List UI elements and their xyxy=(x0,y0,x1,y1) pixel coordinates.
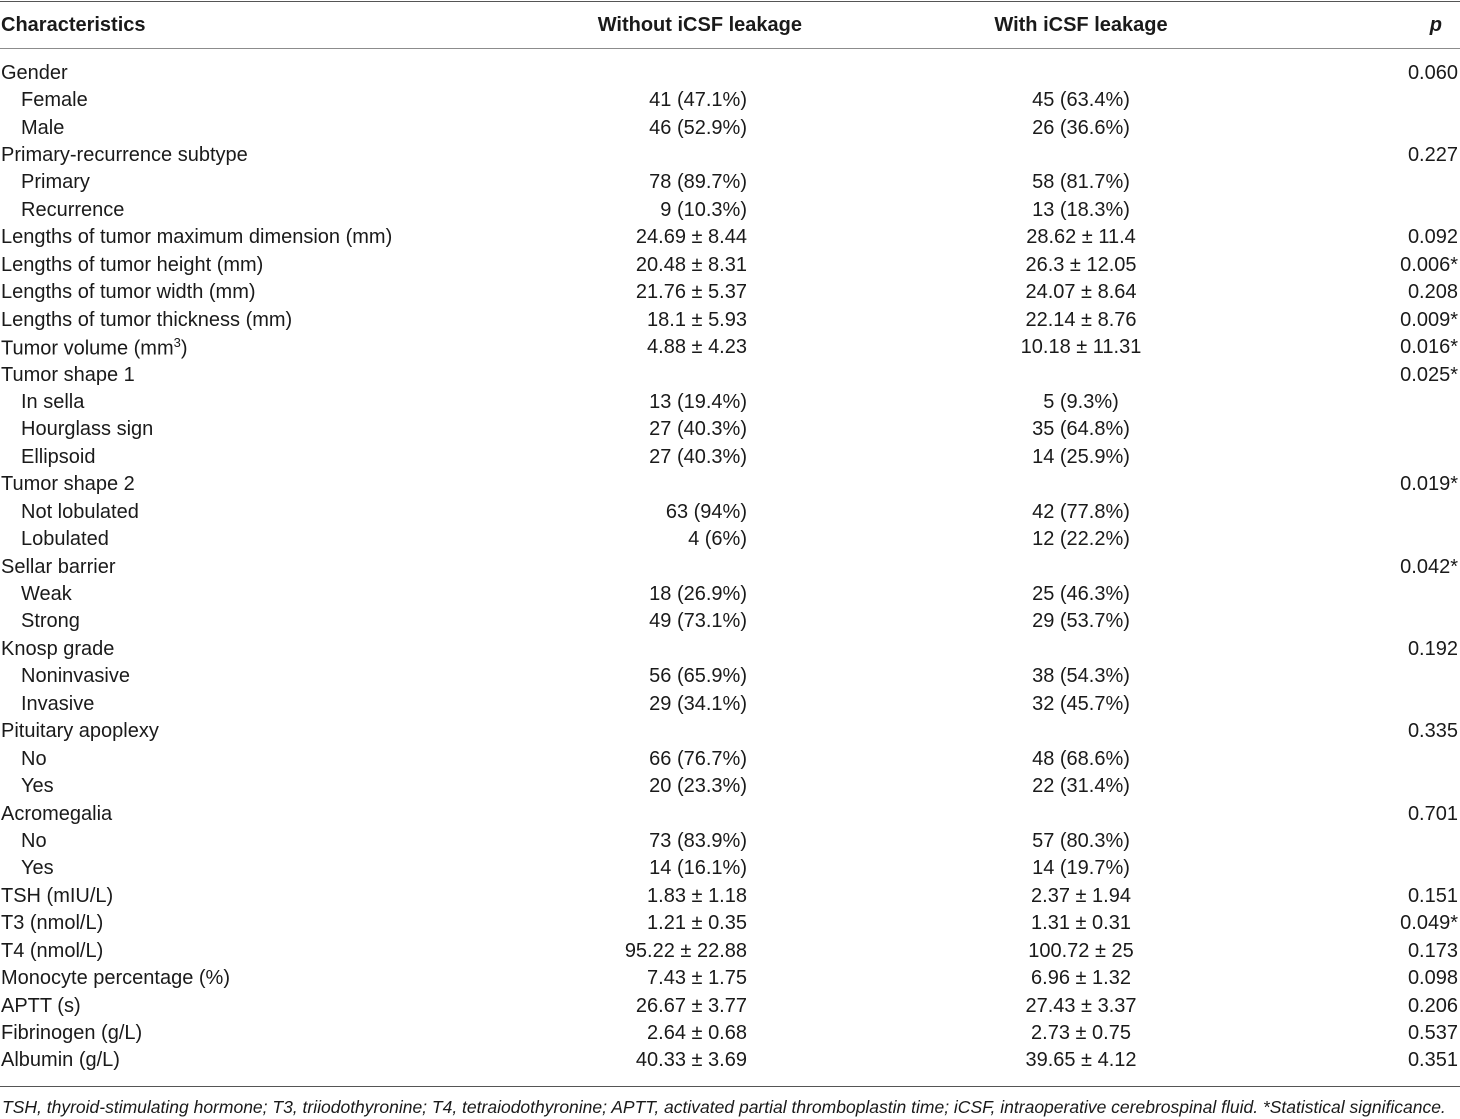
table-row xyxy=(0,1047,1460,1074)
with-leakage-cell: 57 (80.3%) xyxy=(1032,829,1130,852)
p-value-cell xyxy=(1360,169,1460,196)
label-text: Weak xyxy=(21,583,72,606)
without-leakage-cell: 1.83 ± 1.18 xyxy=(647,884,747,907)
p-value-cell xyxy=(1360,690,1460,717)
p-value-cell: 0.173 xyxy=(1407,939,1458,962)
with-leakage-cell: 10.18 ± 11.31 xyxy=(1020,336,1142,359)
p-value-cell: 0.192 xyxy=(1407,637,1458,660)
label-text: No xyxy=(21,829,47,852)
table-row xyxy=(0,1019,1460,1046)
label-text: Pituitary apoplexy xyxy=(1,720,159,743)
table-row xyxy=(0,718,1460,745)
subcategory-label xyxy=(0,690,560,717)
label-text: Tumor shape 1 xyxy=(1,363,135,386)
p-value-cell xyxy=(1360,745,1460,772)
label-text: Lobulated xyxy=(21,528,109,551)
label-text: Albumin (g/L) xyxy=(1,1049,120,1072)
with-leakage-cell: 2.37 ± 1.94 xyxy=(1031,884,1131,907)
table-row xyxy=(0,279,1460,306)
characteristic-label xyxy=(0,635,560,662)
label-text: Recurrence xyxy=(21,198,125,221)
table-row xyxy=(0,855,1460,882)
p-value-cell xyxy=(1360,525,1460,552)
label-text: Fibrinogen (g/L) xyxy=(1,1022,143,1045)
p-value-cell: 0.025* xyxy=(1400,363,1458,386)
table-row xyxy=(0,882,1460,909)
with-leakage-cell xyxy=(840,718,1360,745)
subcategory-label xyxy=(0,498,560,525)
p-value-cell: 0.208 xyxy=(1407,281,1458,304)
table-row xyxy=(0,388,1460,415)
characteristic-label xyxy=(0,800,560,827)
characteristic-label xyxy=(0,251,560,278)
with-leakage-cell: 26.3 ± 12.05 xyxy=(1025,253,1137,276)
without-leakage-cell: 49 (73.1%) xyxy=(649,610,747,633)
characteristics-table xyxy=(0,2,1460,1074)
with-leakage-cell xyxy=(840,141,1360,168)
p-value-cell: 0.335 xyxy=(1407,720,1458,743)
table-row xyxy=(0,772,1460,799)
p-value-cell: 0.006* xyxy=(1400,253,1458,276)
label-text: Primary-recurrence subtype xyxy=(1,144,248,167)
without-leakage-cell xyxy=(560,141,840,168)
with-leakage-cell: 13 (18.3%) xyxy=(1032,198,1130,221)
without-leakage-cell: 63 (94%) xyxy=(665,500,747,523)
with-leakage-cell xyxy=(840,471,1360,498)
label-text: In sella xyxy=(21,390,85,413)
without-leakage-cell xyxy=(560,471,840,498)
p-value-cell xyxy=(1360,416,1460,443)
with-leakage-cell xyxy=(840,553,1360,580)
characteristic-label xyxy=(0,141,560,168)
p-value-cell xyxy=(1360,86,1460,113)
label-text: Acromegalia xyxy=(1,802,113,825)
p-value-cell: 0.227 xyxy=(1407,144,1458,167)
table-header-row xyxy=(0,2,1460,48)
characteristic-label xyxy=(0,306,560,333)
subcategory-label xyxy=(0,827,560,854)
header-spacer xyxy=(0,48,1460,59)
p-value-cell: 0.060 xyxy=(1407,61,1458,84)
label-text: Lengths of tumor maximum dimension (mm) xyxy=(1,226,393,249)
with-leakage-cell: 28.62 ± 11.4 xyxy=(1026,226,1136,249)
p-value-cell: 0.701 xyxy=(1407,802,1458,825)
p-value-cell xyxy=(1360,772,1460,799)
label-text: Sellar barrier xyxy=(1,555,116,578)
label-text: Tumor volume (mm xyxy=(1,337,174,360)
characteristic-label xyxy=(0,718,560,745)
subcategory-label xyxy=(0,580,560,607)
p-value-cell: 0.092 xyxy=(1407,226,1458,249)
table-row xyxy=(0,141,1460,168)
bottom-rule xyxy=(0,1086,1460,1087)
with-leakage-cell: 2.73 ± 0.75 xyxy=(1031,1022,1131,1045)
table-body xyxy=(0,48,1460,1074)
without-leakage-cell xyxy=(560,361,840,388)
label-superscript: 3 xyxy=(173,334,181,350)
characteristic-label xyxy=(0,937,560,964)
header-characteristics: Characteristics xyxy=(1,14,146,36)
p-value-cell: 0.009* xyxy=(1400,308,1458,331)
without-leakage-cell xyxy=(560,635,840,662)
without-leakage-cell: 9 (10.3%) xyxy=(660,198,747,221)
without-leakage-cell: 27 (40.3%) xyxy=(649,418,747,441)
without-leakage-cell xyxy=(560,800,840,827)
table-row xyxy=(0,498,1460,525)
table-row xyxy=(0,992,1460,1019)
p-value-cell xyxy=(1360,443,1460,470)
without-leakage-cell xyxy=(560,59,840,86)
without-leakage-cell: 46 (52.9%) xyxy=(649,116,747,139)
table-row xyxy=(0,361,1460,388)
with-leakage-cell: 14 (19.7%) xyxy=(1032,857,1130,880)
table-row xyxy=(0,59,1460,86)
table-row xyxy=(0,937,1460,964)
without-leakage-cell xyxy=(560,718,840,745)
p-value-cell xyxy=(1360,498,1460,525)
characteristic-label xyxy=(0,882,560,909)
table-row xyxy=(0,114,1460,141)
p-value-cell xyxy=(1360,855,1460,882)
label-text: No xyxy=(21,747,47,770)
characteristic-label xyxy=(0,910,560,937)
label-text: Tumor shape 2 xyxy=(1,473,135,496)
label-text: Yes xyxy=(21,775,54,798)
with-leakage-cell: 48 (68.6%) xyxy=(1032,747,1130,770)
without-leakage-cell: 13 (19.4%) xyxy=(649,390,747,413)
without-leakage-cell: 27 (40.3%) xyxy=(649,445,747,468)
without-leakage-cell: 73 (83.9%) xyxy=(649,829,747,852)
table-row xyxy=(0,608,1460,635)
p-value-cell: 0.042* xyxy=(1400,555,1458,578)
with-leakage-cell: 14 (25.9%) xyxy=(1032,445,1130,468)
subcategory-label xyxy=(0,855,560,882)
characteristic-label xyxy=(0,1019,560,1046)
p-value-cell xyxy=(1360,608,1460,635)
characteristic-label xyxy=(0,333,560,360)
label-text: Male xyxy=(21,116,65,139)
with-leakage-cell xyxy=(840,59,1360,86)
p-value-cell: 0.049* xyxy=(1400,912,1458,935)
p-value-cell: 0.098 xyxy=(1407,967,1458,990)
with-leakage-cell: 24.07 ± 8.64 xyxy=(1025,281,1137,304)
with-leakage-cell: 35 (64.8%) xyxy=(1032,418,1130,441)
with-leakage-cell xyxy=(840,800,1360,827)
p-value-cell xyxy=(1360,663,1460,690)
label-text: Gender xyxy=(1,61,68,84)
p-value-cell: 0.151 xyxy=(1407,884,1458,907)
with-leakage-cell: 45 (63.4%) xyxy=(1032,89,1130,112)
table-row xyxy=(0,800,1460,827)
characteristic-label xyxy=(0,992,560,1019)
with-leakage-cell: 100.72 ± 25 xyxy=(1028,939,1134,962)
subcategory-label xyxy=(0,443,560,470)
without-leakage-cell: 7.43 ± 1.75 xyxy=(647,967,747,990)
characteristic-label xyxy=(0,59,560,86)
table-row xyxy=(0,690,1460,717)
subcategory-label xyxy=(0,416,560,443)
subcategory-label xyxy=(0,663,560,690)
label-text: Primary xyxy=(21,171,90,194)
with-leakage-cell: 5 (9.3%) xyxy=(1043,390,1119,413)
without-leakage-cell: 41 (47.1%) xyxy=(649,89,747,112)
with-leakage-cell: 26 (36.6%) xyxy=(1032,116,1130,139)
table-row xyxy=(0,964,1460,991)
characteristic-label xyxy=(0,279,560,306)
with-leakage-cell: 22 (31.4%) xyxy=(1032,775,1130,798)
without-leakage-cell: 56 (65.9%) xyxy=(649,665,747,688)
subcategory-label xyxy=(0,114,560,141)
table-row xyxy=(0,333,1460,360)
with-leakage-cell: 22.14 ± 8.76 xyxy=(1025,308,1137,331)
with-leakage-cell: 58 (81.7%) xyxy=(1032,171,1130,194)
table-row xyxy=(0,224,1460,251)
p-value-cell xyxy=(1360,388,1460,415)
label-text: Lengths of tumor height (mm) xyxy=(1,253,264,276)
with-leakage-cell: 12 (22.2%) xyxy=(1032,528,1130,551)
label-text: Lengths of tumor width (mm) xyxy=(1,281,256,304)
table-row xyxy=(0,443,1460,470)
table-row xyxy=(0,251,1460,278)
without-leakage-cell: 20.48 ± 8.31 xyxy=(635,253,747,276)
characteristic-label xyxy=(0,964,560,991)
table-row xyxy=(0,745,1460,772)
characteristic-label xyxy=(0,224,560,251)
without-leakage-cell xyxy=(560,553,840,580)
without-leakage-cell: 21.76 ± 5.37 xyxy=(635,281,747,304)
label-text: Hourglass sign xyxy=(21,418,154,441)
table-row xyxy=(0,525,1460,552)
table-row xyxy=(0,663,1460,690)
label-text: Yes xyxy=(21,857,54,880)
without-leakage-cell: 29 (34.1%) xyxy=(649,692,747,715)
with-leakage-cell: 38 (54.3%) xyxy=(1032,665,1130,688)
subcategory-label xyxy=(0,388,560,415)
label-text: TSH (mIU/L) xyxy=(1,884,114,907)
without-leakage-cell: 1.21 ± 0.35 xyxy=(647,912,747,935)
label-text: Ellipsoid xyxy=(21,445,96,468)
p-value-cell: 0.206 xyxy=(1407,994,1458,1017)
without-leakage-cell: 78 (89.7%) xyxy=(649,171,747,194)
table-row xyxy=(0,553,1460,580)
without-leakage-cell: 4.88 ± 4.23 xyxy=(647,336,747,359)
table-row xyxy=(0,910,1460,937)
without-leakage-cell: 40.33 ± 3.69 xyxy=(635,1049,747,1072)
table-row xyxy=(0,635,1460,662)
p-value-cell: 0.019* xyxy=(1400,473,1458,496)
p-value-cell xyxy=(1360,580,1460,607)
with-leakage-cell xyxy=(840,361,1360,388)
without-leakage-cell: 24.69 ± 8.44 xyxy=(635,226,747,249)
with-leakage-cell xyxy=(840,635,1360,662)
label-text: Female xyxy=(21,89,88,112)
without-leakage-cell: 95.22 ± 22.88 xyxy=(624,939,747,962)
subcategory-label xyxy=(0,608,560,635)
subcategory-label xyxy=(0,169,560,196)
table-row xyxy=(0,196,1460,223)
without-leakage-cell: 14 (16.1%) xyxy=(649,857,747,880)
p-value-cell xyxy=(1360,827,1460,854)
characteristic-label xyxy=(0,471,560,498)
label-text: Invasive xyxy=(21,692,95,715)
with-leakage-cell: 6.96 ± 1.32 xyxy=(1031,967,1131,990)
characteristic-label xyxy=(0,361,560,388)
label-text: Not lobulated xyxy=(21,500,139,523)
label-text: Knosp grade xyxy=(1,637,115,660)
without-leakage-cell: 18.1 ± 5.93 xyxy=(647,308,747,331)
header-p-value: p xyxy=(1429,14,1442,36)
table-row xyxy=(0,471,1460,498)
subcategory-label xyxy=(0,772,560,799)
without-leakage-cell: 20 (23.3%) xyxy=(649,775,747,798)
with-leakage-cell: 27.43 ± 3.37 xyxy=(1025,994,1137,1017)
with-leakage-cell: 39.65 ± 4.12 xyxy=(1025,1049,1137,1072)
without-leakage-cell: 2.64 ± 0.68 xyxy=(647,1022,747,1045)
subcategory-label xyxy=(0,196,560,223)
subcategory-label xyxy=(0,86,560,113)
with-leakage-cell: 1.31 ± 0.31 xyxy=(1031,912,1131,935)
label-text: Monocyte percentage (%) xyxy=(1,967,231,990)
p-value-cell: 0.016* xyxy=(1400,336,1458,359)
with-leakage-cell: 42 (77.8%) xyxy=(1032,500,1130,523)
characteristic-label xyxy=(0,553,560,580)
p-value-cell xyxy=(1360,114,1460,141)
table-row xyxy=(0,169,1460,196)
table-row xyxy=(0,416,1460,443)
label-text: T3 (nmol/L) xyxy=(1,912,104,935)
p-value-cell: 0.351 xyxy=(1407,1049,1458,1072)
with-leakage-cell: 25 (46.3%) xyxy=(1032,583,1130,606)
label-text: APTT (s) xyxy=(1,994,81,1017)
without-leakage-cell: 18 (26.9%) xyxy=(649,583,747,606)
table-row xyxy=(0,306,1460,333)
label-text: Noninvasive xyxy=(21,665,130,688)
label-text: Lengths of tumor thickness (mm) xyxy=(1,308,293,331)
characteristic-label xyxy=(0,1047,560,1074)
without-leakage-cell: 66 (76.7%) xyxy=(649,747,747,770)
header-without-leakage: Without iCSF leakage xyxy=(597,14,802,36)
p-value-cell: 0.537 xyxy=(1407,1022,1458,1045)
table-row xyxy=(0,580,1460,607)
with-leakage-cell: 29 (53.7%) xyxy=(1032,610,1130,633)
without-leakage-cell: 4 (6%) xyxy=(688,528,747,551)
label-text-end: ) xyxy=(180,337,188,360)
label-text: T4 (nmol/L) xyxy=(1,939,104,962)
table-footnote: TSH, thyroid-stimulating hormone; T3, triiodothyronine; T4, tetraiodothyronine; APTT, activated partial thromboplastin time; iCSF, intraoperative cerebrospinal fluid. *Statistical significance. xyxy=(2,1097,1446,1117)
without-leakage-cell: 26.67 ± 3.77 xyxy=(635,994,747,1017)
table-row xyxy=(0,827,1460,854)
p-value-cell xyxy=(1360,196,1460,223)
label-text: Strong xyxy=(21,610,80,633)
subcategory-label xyxy=(0,525,560,552)
with-leakage-cell: 32 (45.7%) xyxy=(1032,692,1130,715)
subcategory-label xyxy=(0,745,560,772)
table-row xyxy=(0,86,1460,113)
header-with-leakage: With iCSF leakage xyxy=(994,14,1168,36)
